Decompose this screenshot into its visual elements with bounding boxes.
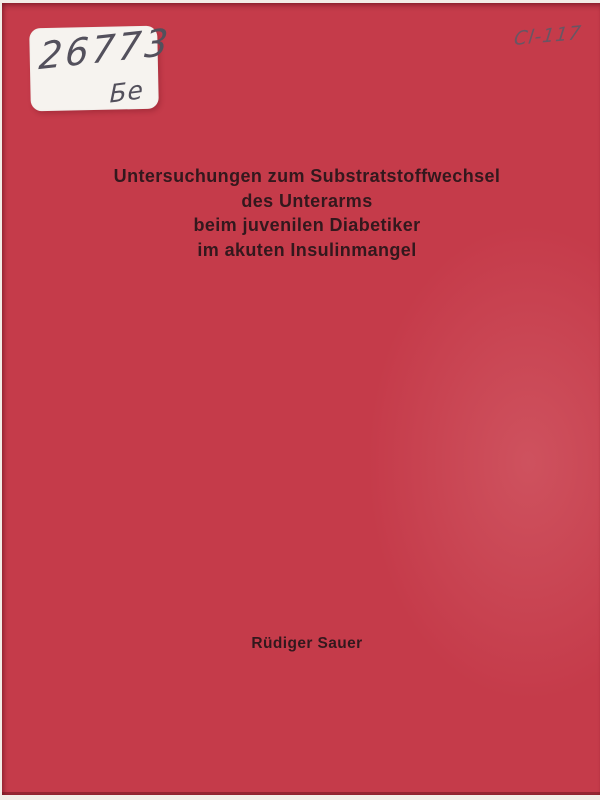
author-name: Rüdiger Sauer [251, 635, 363, 652]
title-line-2: des Unterarms [241, 190, 373, 211]
book-title [8, 164, 600, 262]
library-label [29, 20, 173, 112]
library-label-number: 26773 [37, 20, 173, 79]
title-line-3: beim juvenilen Diabetiker [193, 215, 421, 235]
library-label-code: Бе [109, 75, 145, 109]
title-line-4: im akuten Insulinmangel [197, 239, 417, 260]
book-cover [2, 3, 600, 795]
corner-handwritten-mark: Cl-117 [513, 21, 584, 51]
title-line-1: Untersuchungen zum Substratstoffwechsel [113, 166, 501, 186]
